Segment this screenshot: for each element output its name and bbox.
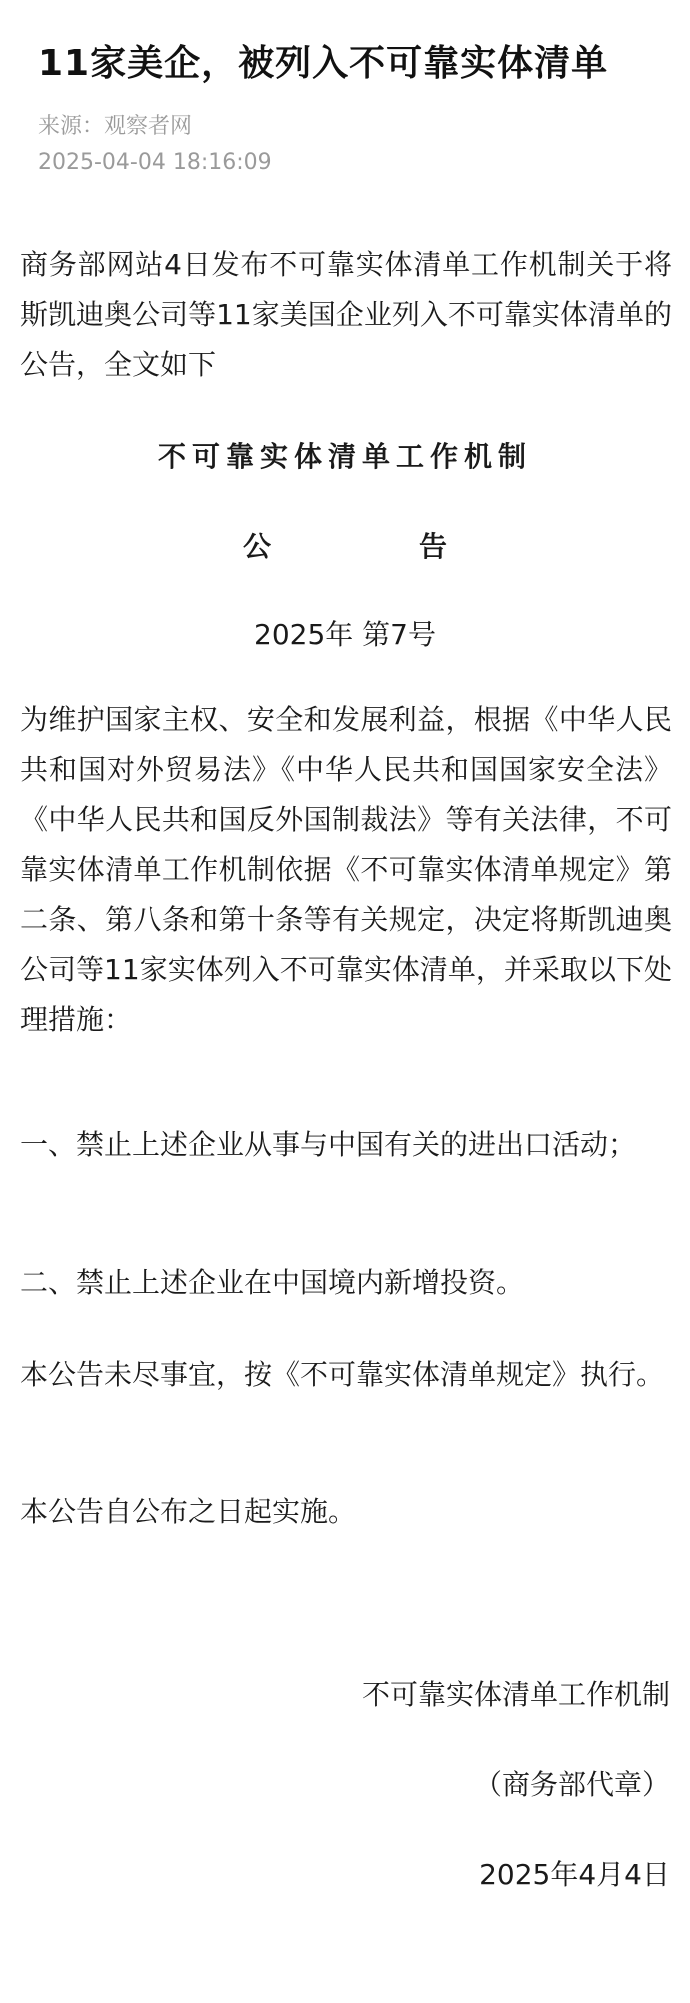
clause-unspecified-matters: 本公告未尽事宜，按《不可靠实体清单规定》执行。: [20, 1358, 665, 1391]
signature-issuer: 不可靠实体清单工作机制: [361, 1678, 670, 1711]
article-title: 11家美企，被列入不可靠实体清单: [38, 43, 609, 84]
article-source: 来源：观察者网: [38, 114, 193, 139]
measure-two: 二、禁止上述企业在中国境内新增投资。: [20, 1266, 525, 1299]
clause-effective-date: 本公告自公布之日起实施。: [20, 1495, 357, 1528]
signature-date: 2025年4月4日: [479, 1858, 670, 1891]
notice-number: 2025年 第7号: [254, 618, 436, 651]
notice-heading: 公 告: [242, 530, 507, 563]
notice-issuer-heading: 不可靠实体清单工作机制: [157, 440, 532, 473]
measure-one: 一、禁止上述企业从事与中国有关的进出口活动；: [20, 1128, 637, 1161]
signature-seal-note: （商务部代章）: [473, 1768, 670, 1801]
article-timestamp: 2025-04-04 18:16:09: [38, 150, 272, 175]
intro-paragraph: 商务部网站4日发布不可靠实体清单工作机制关于将斯凯迪奥公司等11家美国企业列入不可靠实体清单的公告，全文如下: [20, 248, 672, 381]
notice-body-paragraph: 为维护国家主权、安全和发展利益，根据《中华人民共和国对外贸易法》《中华人民共和国国家安全法》《中华人民共和国反外国制裁法》等有关法律，不可靠实体清单工作机制依据《不可靠实体清单规定》第二条、第八条和第十条等有关规定，决定将斯凯迪奥公司等11家实体列入不可靠实体清单，并采取以下处理措施：: [20, 703, 672, 1036]
